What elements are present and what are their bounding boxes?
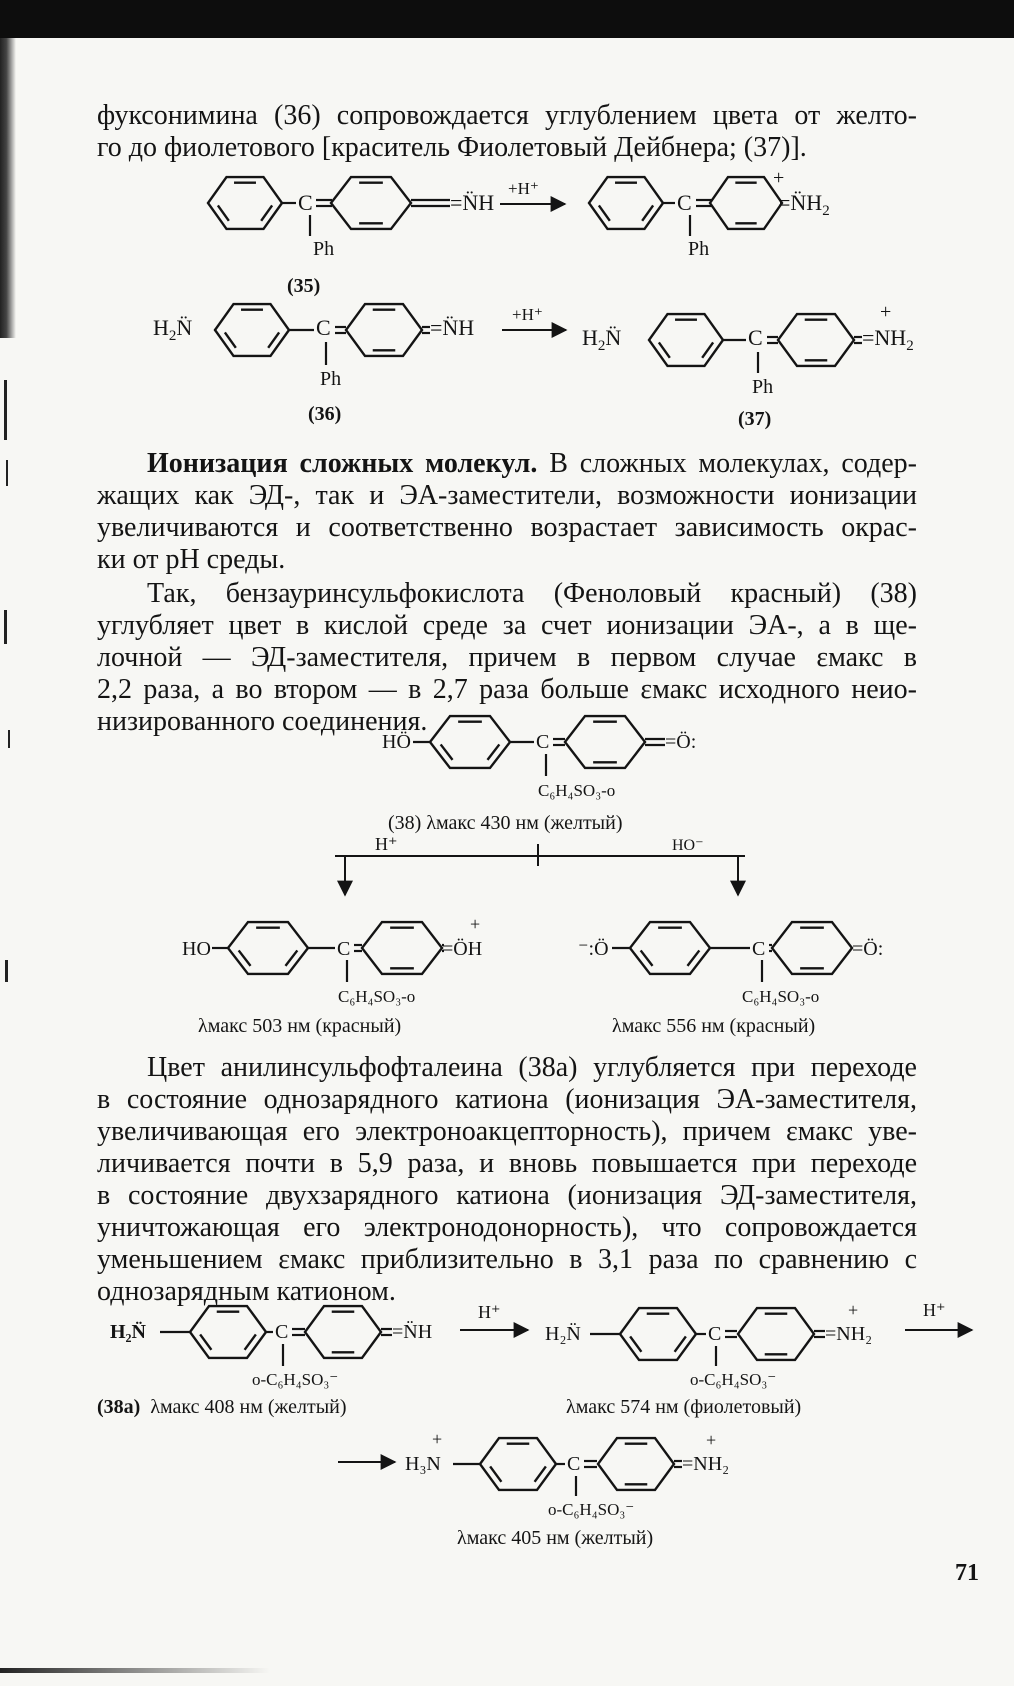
central-carbon: C (677, 190, 692, 215)
compound-caption: (38) λмакс 430 нм (желтый) (388, 812, 623, 834)
text-line: уменьшением εмакс приблизительно в 3,1 раза по сравнению с (97, 1244, 917, 1275)
text-line: в состояние однозарядного катиона (ионизация ЭА-заместителя, (97, 1084, 917, 1115)
compound-caption: λмакс 405 нм (желтый) (457, 1527, 654, 1549)
imine-group: =N̈H (450, 190, 495, 215)
oxo-group: =Ö: (665, 731, 697, 753)
benzene-ring (208, 177, 282, 229)
quinoid-ring (710, 177, 782, 229)
section-ionization (97, 448, 917, 576)
iminium-group: =NH₂ (682, 1453, 730, 1475)
text-line: го до фиолетового [краситель Фиолетовый Дейбнера; (37)]. (97, 132, 807, 163)
hydroxy-group: HÖ (382, 731, 411, 753)
reaction-arrow-label: H⁺ (478, 1302, 501, 1322)
reaction-arrow-label: +H⁺ (512, 305, 543, 324)
text-line: Так, бензауринсульфокислота (Феноловый красный) (38) (147, 578, 917, 609)
compound-label: (38а) (97, 1396, 141, 1418)
central-carbon: C (752, 938, 766, 960)
imine-group: =N̈H (430, 315, 475, 340)
quinoid-ring (305, 1306, 381, 1358)
text-line (97, 448, 917, 480)
text-line: увеличиваются и соответственно возрастает зависимость окрас- (97, 512, 917, 543)
compound-caption (97, 1396, 347, 1419)
amine-group: $H_2N̈$ (153, 315, 193, 344)
central-carbon: C (337, 938, 351, 960)
central-carbon: C (298, 190, 313, 215)
quinoid-ring (346, 304, 422, 356)
central-carbon: C (748, 325, 763, 350)
text-line: в состояние двухзарядного катиона (ионизация ЭД-заместителя, (97, 1180, 917, 1211)
oxo-group: =Ö: (852, 938, 884, 960)
sulfophenyl-sub: C₆H₄SO₃-o (338, 987, 416, 1006)
quinoid-ring (331, 177, 411, 229)
central-carbon: C (536, 731, 550, 753)
compound-label: (37) (738, 408, 772, 430)
scheme-38a (110, 1300, 972, 1389)
charge-plus: + (470, 914, 481, 934)
central-carbon: C (567, 1453, 581, 1475)
benzene-ring (630, 922, 710, 974)
central-carbon: C (275, 1321, 289, 1343)
quinoid-ring (362, 922, 442, 974)
hydroxy-group: HO (182, 938, 211, 960)
iminium-group: $=N̈H_2$ (778, 190, 830, 219)
paragraph-38a (97, 1052, 917, 1308)
sulfophenyl-sub: C₆H₄SO₃-o (538, 781, 616, 800)
scan-bottom-shadow (0, 1668, 270, 1673)
benzene-ring (620, 1308, 696, 1360)
imine-group: =N̈H (392, 1321, 433, 1343)
sulfophenyl-sub: o-C₆H₄SO₃⁻ (690, 1370, 777, 1389)
phenyl-sub: Ph (313, 238, 335, 260)
text-run: В сложных молекулах, содер- (537, 448, 917, 479)
compound-label: (36) (308, 403, 342, 425)
amine-group: H₂N̈ (545, 1323, 581, 1345)
compound-caption: λмакс 503 нм (красный) (198, 1015, 402, 1037)
text-line: увеличивающая его электроноакцепторность), причем εмакс уве- (97, 1116, 917, 1147)
scheme-38a-dication (338, 1429, 729, 1519)
text-line: фуксонимина (36) сопровождается углублением цвета от желто- (97, 100, 917, 131)
benzene-ring (589, 177, 663, 229)
charge-plus: + (848, 1300, 859, 1320)
sulfophenyl-sub: o-C₆H₄SO₃⁻ (252, 1370, 339, 1389)
benzene-ring (190, 1306, 266, 1358)
compound-label: (35) (287, 275, 321, 297)
charge-plus: + (773, 167, 785, 189)
phenyl-sub: Ph (688, 238, 710, 260)
scheme-38-forms (182, 914, 883, 1006)
benzene-ring (215, 304, 289, 356)
benzene-ring (649, 314, 723, 366)
compound-caption: λмакс 574 нм (фиолетовый) (566, 1396, 802, 1418)
sulfophenyl-sub: C₆H₄SO₃-o (742, 987, 820, 1006)
page-number: 71 (955, 1560, 979, 1586)
quinoid-ring (772, 922, 852, 974)
text-line: жащих как ЭД-, так и ЭА-заместители, возможности ионизации (97, 480, 917, 511)
phenoxide-group: ⁻:Ö (578, 938, 609, 960)
sulfophenyl-sub: o-C₆H₄SO₃⁻ (548, 1500, 635, 1519)
charge-plus: + (432, 1429, 443, 1449)
section-heading: Ионизация сложных молекул. (147, 448, 538, 479)
text-line: 2,2 раза, а во втором — в 2,7 раза больше εмакс исходного неио- (97, 674, 917, 705)
text-line: лочной — ЭД-заместителя, причем в первом случае εмакс в (97, 642, 917, 673)
amine-group: $H_2N̈$ (582, 325, 622, 354)
iminium-group: =NH₂ (825, 1323, 873, 1345)
acid-label: H⁺ (375, 834, 398, 854)
quinoid-ring (598, 1438, 674, 1490)
text-line: уничтожающая его электронодонорность), что сопровождается (97, 1212, 917, 1243)
base-label: HO⁻ (672, 837, 704, 854)
reaction-arrow-label: +H⁺ (508, 179, 539, 198)
ammonium-group: H₃N (405, 1453, 441, 1475)
iminium-group: $=NH_2$ (862, 325, 914, 354)
text-line: Цвет анилинсульфофталеина (38а) углубляется при переходе (147, 1052, 917, 1083)
charge-plus: + (880, 301, 892, 323)
text-line: углубляет цвет в кислой среде за счет ионизации ЭА-, а в ще- (97, 610, 917, 641)
reaction-arrow-label: H⁺ (923, 1300, 946, 1320)
compound-caption-text: λмакс 408 нм (желтый) (150, 1396, 347, 1418)
amine-group: H₂N̈ (110, 1321, 146, 1343)
phenyl-sub: Ph (320, 368, 342, 390)
phenyl-sub: Ph (752, 376, 774, 398)
benzene-ring (228, 922, 308, 974)
oxonium-group: =ÖH (442, 938, 483, 960)
text-line: личивается почти в 5,9 раза, и вновь повышается при переходе (97, 1148, 917, 1179)
quinoid-ring (778, 314, 854, 366)
scheme-35 (287, 167, 830, 297)
compound-caption: λмакс 556 нм (красный) (612, 1015, 816, 1037)
charge-plus: + (706, 1430, 717, 1450)
central-carbon: C (708, 1323, 722, 1345)
paragraph-38 (97, 578, 917, 738)
quinoid-ring (738, 1308, 814, 1360)
benzene-ring (480, 1438, 556, 1490)
central-carbon: C (316, 315, 331, 340)
text-line: низированного соединения. (97, 706, 428, 737)
text-line: ки от pH среды. (97, 544, 286, 575)
text-line: однозарядным катионом. (97, 1276, 396, 1307)
